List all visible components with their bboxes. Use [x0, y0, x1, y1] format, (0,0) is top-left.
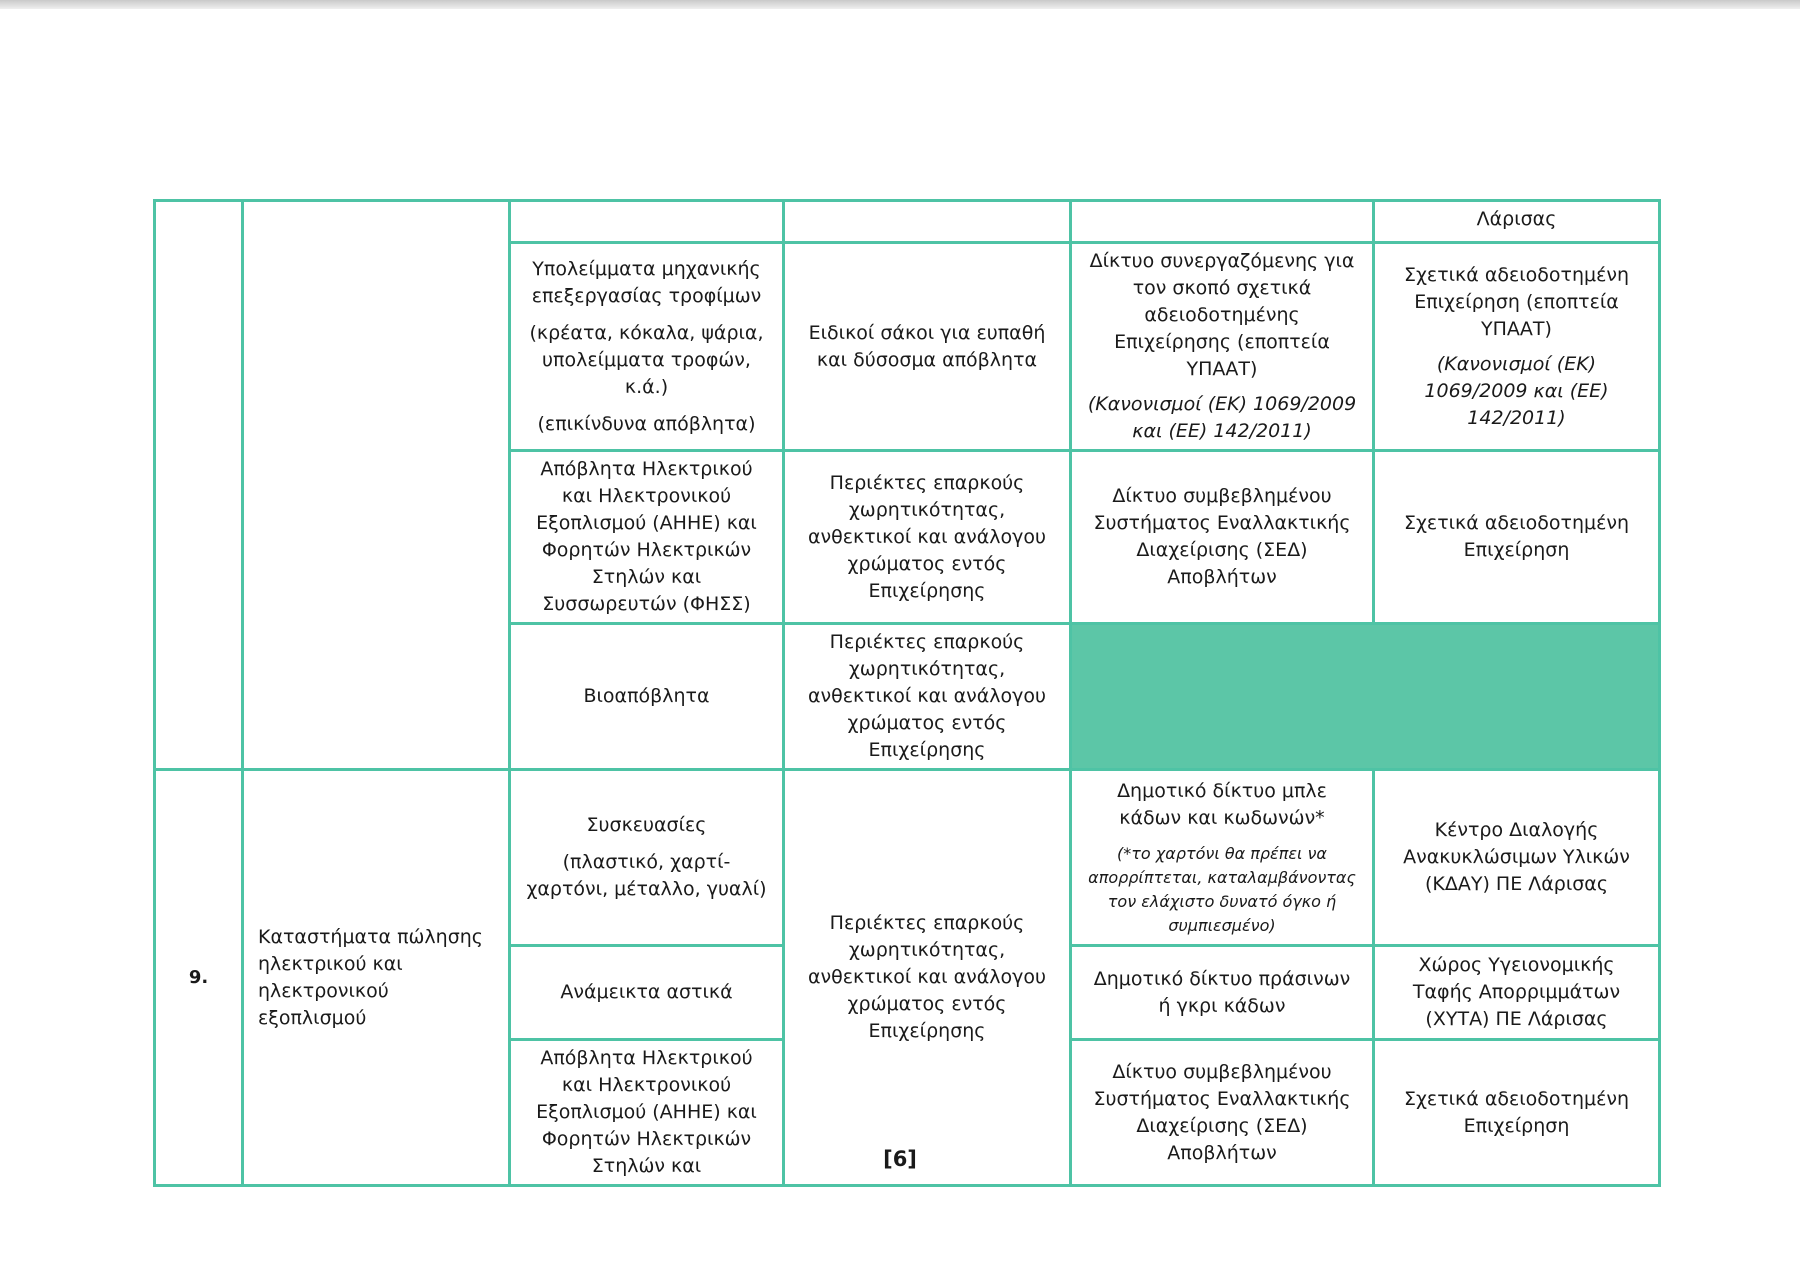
c6-destination: Σχετικά αδειοδοτημένη Επιχείρηση	[1374, 451, 1660, 624]
c1-empty	[155, 201, 243, 770]
c4-container: Περιέκτες επαρκούς χωρητικότητας, ανθεκτικοί και ανάλογου χρώματος εντός Επιχείρησης	[784, 624, 1071, 770]
c5-collection: Δημοτικό δίκτυο πράσινων ή γκρι κάδων	[1071, 946, 1374, 1040]
table-row	[155, 770, 1660, 946]
c3-waste-type: Απόβλητα Ηλεκτρικού και Ηλεκτρονικού Εξοπλισμού (ΑΗΗΕ) και Φορητών Ηλεκτρικών Στηλών και Συσσωρευτών (ΦΗΣΣ)	[510, 451, 784, 624]
c3-waste-type	[510, 770, 784, 946]
c5-collection: Δίκτυο συμβεβλημένου Συστήματος Εναλλακτικής Διαχείρισης (ΣΕΔ) Αποβλήτων	[1071, 451, 1374, 624]
waste-name: Συσκευασίες	[586, 814, 707, 836]
c6-destination: Χώρος Υγειονομικής Ταφής Απορριμμάτων (ΧΥΤΑ) ΠΕ Λάρισας	[1374, 946, 1660, 1040]
c5-collection: Δίκτυο συμβεβλημένου Συστήματος Εναλλακτικής Διαχείρισης (ΣΕΔ) Αποβλήτων	[1071, 1040, 1374, 1186]
c3-waste-type: Απόβλητα Ηλεκτρικού και Ηλεκτρονικού Εξοπλισμού (ΑΗΗΕ) και Φορητών Ηλεκτρικών Στηλών και	[510, 1040, 784, 1186]
collection-text: Δημοτικό δίκτυο μπλε κάδων και κωδωνών*	[1117, 779, 1327, 829]
c5-empty	[1071, 201, 1374, 243]
scan-edge	[0, 0, 1800, 9]
c3-waste-type	[510, 243, 784, 451]
c4-empty	[784, 201, 1071, 243]
c5-collection	[1071, 770, 1374, 946]
c3-waste-type: Βιοαπόβλητα	[510, 624, 784, 770]
waste-name: Υπολείμματα μηχανικής επεξεργασίας τροφίμων	[531, 257, 762, 307]
c6-text: Λάρισας	[1374, 201, 1660, 243]
c5-collection	[1071, 243, 1374, 451]
c2-empty	[243, 201, 510, 770]
section-title: Καταστήματα πώλησης ηλεκτρικού και ηλεκτρονικού εξοπλισμού	[243, 770, 510, 1186]
c3-empty	[510, 201, 784, 243]
c4-container: Περιέκτες επαρκούς χωρητικότητας, ανθεκτικοί και ανάλογου χρώματος εντός Επιχείρησης	[784, 451, 1071, 624]
section-number: 9.	[155, 770, 243, 1186]
waste-examples: (πλαστικό, χαρτί-χαρτόνι, μέταλλο, γυαλί)	[526, 851, 767, 900]
regulation-ref: (Κανονισμοί (ΕΚ) 1069/2009 και (ΕΕ) 142/2011)	[1424, 352, 1609, 429]
c3-waste-type: Ανάμεικτα αστικά	[510, 946, 784, 1040]
waste-examples: (κρέατα, κόκαλα, ψάρια, υπολείμματα τροφών, κ.ά.)	[529, 321, 764, 398]
waste-management-table	[153, 199, 1661, 1187]
collection-text: Δίκτυο συνεργαζόμενης για τον σκοπό σχετικά αδειοδοτημένης Επιχείρησης (εποπτεία ΥΠΑΑΤ)	[1089, 250, 1355, 380]
shaded-cell	[1071, 624, 1660, 770]
destination-text: Σχετικά αδειοδοτημένη Επιχείρηση (εποπτεία ΥΠΑΑΤ)	[1403, 263, 1630, 340]
regulation-ref: (Κανονισμοί (ΕΚ) 1069/2009 και (ΕΕ) 142/2011)	[1087, 393, 1357, 442]
page-number: [6]	[883, 1147, 917, 1171]
c6-destination: Σχετικά αδειοδοτημένη Επιχείρηση	[1374, 1040, 1660, 1186]
c6-destination	[1374, 243, 1660, 451]
waste-hazard: (επικίνδυνα απόβλητα)	[537, 412, 756, 435]
collection-note: (*το χαρτόνι θα πρέπει να απορρίπτεται, καταλαμβάνοντας τον ελάχιστο δυνατό όγκο ή συμπιεσμένο)	[1088, 843, 1356, 935]
table-row	[155, 201, 1660, 243]
c4-container: Ειδικοί σάκοι για ευπαθή και δύσοσμα απόβλητα	[784, 243, 1071, 451]
c4-container: Περιέκτες επαρκούς χωρητικότητας, ανθεκτικοί και ανάλογου χρώματος εντός Επιχείρησης	[784, 770, 1071, 1186]
c6-destination: Κέντρο Διαλογής Ανακυκλώσιμων Υλικών (ΚΔΑΥ) ΠΕ Λάρισας	[1374, 770, 1660, 946]
